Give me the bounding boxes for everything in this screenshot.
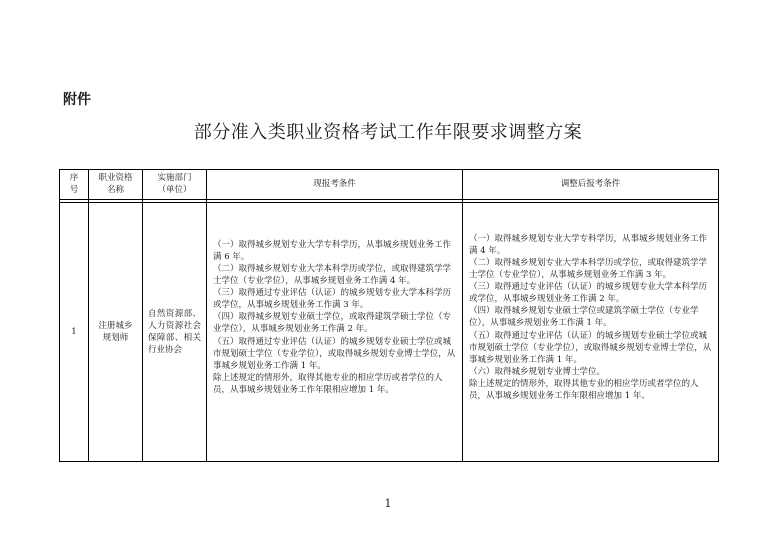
current-condition-line: （二）取得城乡规划专业大学本科学历或学位，或取得建筑学学士学位（专业学位），从事城乡规划业务工作满 4 年。 [213,264,452,287]
current-condition-line: （三）取得通过专业评估（认证）的城乡规划专业大学本科学历或学位，从事城乡规划业务工作满 3 年。 [213,288,452,311]
adjusted-condition-line: （一）取得城乡规划专业大学专科学历，从事城乡规划业务工作满 4 年。 [469,234,708,257]
adjusted-conditions-cell [463,203,719,462]
adjusted-condition-line: （五）取得通过专业评估（认证）的城乡规划专业硕士学位或城市规划硕士学位（专业学位），或取得城乡规划专业博士学位，从事城乡规划业务工作满 1 年。 [469,330,712,365]
adjusted-condition-line: （二）取得城乡规划专业大学本科学历或学位，或取得建筑学学士学位（专业学位），从事城乡规划业务工作满 3 年。 [469,258,708,281]
header-adjusted-conditions: 调整后报考条件 [463,170,719,200]
current-conditions-cell [207,203,463,462]
adjusted-condition-line: （六）取得城乡规划专业博士学位。 [469,366,606,377]
page-number: 1 [384,497,392,510]
adjustment-table [59,169,719,462]
header-seq: 序号 [60,170,89,200]
header-department: 实施部门（单位） [143,170,207,200]
row-department: 自然资源部、人力资源社会保障部、相关行业协会 [143,203,207,462]
document-title: 部分准入类职业资格考试工作年限要求调整方案 [193,122,583,143]
attachment-label: 附件 [63,92,91,108]
current-condition-line: （四）取得城乡规划专业硕士学位，或取得建筑学硕士学位（专业学位），从事城乡规划业务工作满 2 年。 [213,312,452,335]
header-qualification: 职业资格名称 [89,170,143,200]
table-row [60,203,719,462]
header-current-conditions: 现报考条件 [207,170,463,200]
adjusted-condition-note: 除上述规定的情形外，取得其他专业的相应学历或者学位的人员，从事城乡规划业务工作年限相应增加 1 年。 [469,378,699,401]
adjusted-condition-line: （四）取得城乡规划专业硕士学位或建筑学硕士学位（专业学位），从事城乡规划业务工作满 1 年。 [469,306,699,329]
row-seq: 1 [60,203,89,462]
current-condition-line: （五）取得通过专业评估（认证）的城乡规划专业硕士学位或城市规划硕士学位（专业学位），或取得城乡规划专业博士学位，从事城乡规划业务工作满 1 年。 [213,336,456,371]
current-condition-line: （一）取得城乡规划专业大学专科学历，从事城乡规划业务工作满 6 年。 [213,240,452,263]
adjusted-condition-line: （三）取得通过专业评估（认证）的城乡规划专业大学本科学历或学位，从事城乡规划业务工作满 2 年。 [469,282,708,305]
current-condition-note: 除上述规定的情形外，取得其他专业的相应学历或者学位的人员，从事城乡规划业务工作年限相应增加 1 年。 [213,372,443,395]
row-qualification: 注册城乡规划师 [89,203,143,462]
